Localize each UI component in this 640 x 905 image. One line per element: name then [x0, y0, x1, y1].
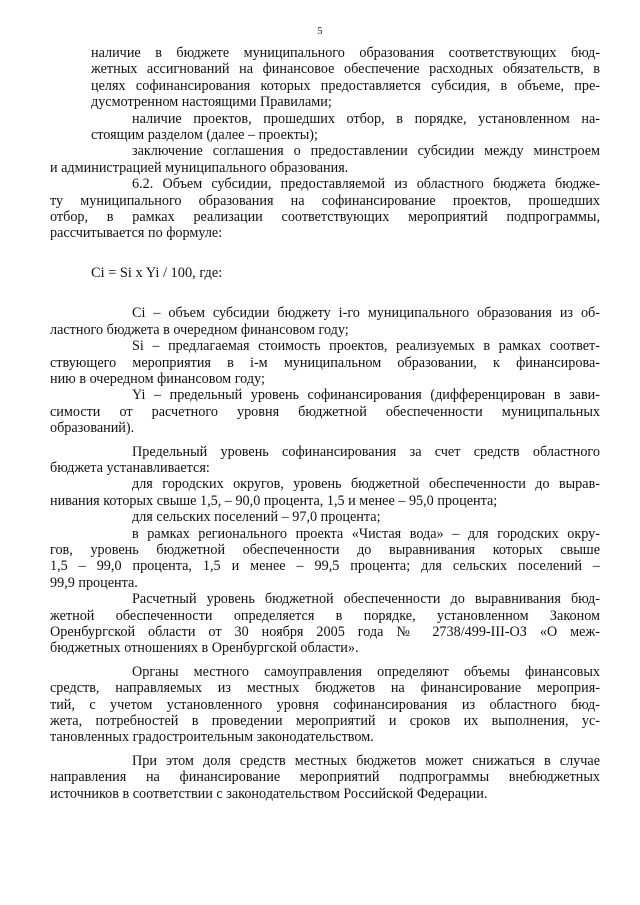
- paragraph-rural-settlements: [91, 509, 600, 525]
- text-line: в рамках регионального проекта «Чистая вода» – для городских окру-: [132, 525, 600, 542]
- text-line: рассчитывается по формуле:: [50, 225, 223, 242]
- paragraph-budget-availability: [91, 45, 600, 111]
- text-line: наличие в бюджете муниципального образования соответствующих бюд-: [91, 45, 600, 61]
- page-number: 5: [317, 26, 323, 37]
- paragraph-cofinancing-level: [50, 443, 600, 477]
- text-line: ластного бюджета в очередном финансовом году;: [50, 321, 349, 338]
- paragraph-clean-water-project: [50, 525, 600, 592]
- text-line: Предельный уровень софинансирования за счет средств областного: [132, 443, 600, 460]
- text-line: стоящим разделом (далее – проекты);: [91, 127, 318, 144]
- paragraph-yi-definition: [50, 387, 600, 437]
- text-line: и администрацией муниципального образования.: [50, 159, 349, 176]
- text-line: средств, направляемых из местных бюджетов на финансирование мероприя-: [50, 680, 600, 697]
- text-line: ствующего мероприятия в i-м муниципальном образовании, к финансирова-: [50, 354, 600, 371]
- text-line: для сельских поселений – 97,0 процента;: [132, 509, 381, 526]
- text-line: направления на финансирование мероприятий подпрограммы внебюджетных: [50, 769, 600, 786]
- paragraph-6-2: [50, 176, 600, 242]
- text-line: нию в очередном финансовом году;: [50, 370, 265, 387]
- text-line: 1,5 – 99,0 процента, 1,5 и менее – 99,5 процента; для сельских поселений –: [50, 558, 600, 575]
- text-line: симости от расчетного уровня бюджетной обеспеченности муниципальных: [50, 403, 600, 420]
- document-body: [50, 45, 600, 802]
- text-line: Ci – объем субсидии бюджету i-го муниципального образования из об-: [132, 305, 600, 322]
- text-line: источников в соответствии с законодательством Российской Федерации.: [50, 785, 488, 802]
- text-line: жетных ассигнований на финансовое обеспечение расходных обязательств, в: [91, 61, 600, 78]
- text-line: для городских округов, уровень бюджетной обеспеченности до вырав-: [132, 476, 600, 493]
- text-line: образований).: [50, 420, 135, 437]
- paragraph-local-authorities: [50, 663, 600, 746]
- text-line: заключение соглашения о предоставлении субсидии между минстроем: [132, 143, 600, 160]
- text-line: жетной обеспеченности определяется в порядке, установленном Законом: [50, 607, 600, 624]
- text-line: тановленных градостроительным законодательством.: [50, 729, 374, 746]
- paragraph-ci-definition: [50, 305, 600, 338]
- paragraph-agreement: [50, 143, 600, 176]
- text-line: целях софинансирования которых предоставляется субсидия, в объеме, пре-: [91, 77, 600, 94]
- text-line: 99,9 процента.: [50, 574, 138, 591]
- text-line: Органы местного самоуправления определяют объемы финансовых: [132, 663, 600, 680]
- text-line: Расчетный уровень бюджетной обеспеченности до выравнивания бюд-: [132, 591, 600, 608]
- text-line: Yi – предельный уровень софинансирования (дифференцирован в зави-: [132, 387, 600, 404]
- paragraph-local-budget-share: [50, 752, 600, 802]
- text-line: отбор, в рамках реализации соответствующих мероприятий подпрограммы,: [50, 209, 600, 226]
- text-line: нивания которых свыше 1,5, – 90,0 процента, 1,5 и менее – 95,0 процента;: [50, 492, 498, 509]
- paragraph-calculated-level: [50, 591, 600, 657]
- paragraph-urban-districts: [50, 476, 600, 509]
- text-line: Si – предлагаемая стоимость проектов, реализуемых в рамках соответ-: [132, 338, 600, 355]
- text-line: тий, с учетом установленного уровня софинансирования из областного бюд-: [50, 696, 600, 713]
- text-line: ту муниципального образования на софинансирование проектов, прошедших: [50, 192, 600, 209]
- text-line: Оренбургской области от 30 ноября 2005 года № 2738/499-III-ОЗ «О меж-: [50, 624, 600, 640]
- text-line: При этом доля средств местных бюджетов может снижаться в случае: [132, 752, 600, 769]
- paragraph-si-definition: [50, 338, 600, 387]
- text-line: гов, уровень бюджетной обеспеченности до выравнивания которых свыше: [50, 541, 600, 558]
- paragraph-projects-selected: [91, 111, 600, 144]
- text-line: 6.2. Объем субсидии, предоставляемой из областного бюджета бюдже-: [132, 176, 600, 193]
- text-line: бюджета устанавливается:: [50, 459, 210, 476]
- text-line: дусмотренном настоящими Правилами;: [91, 94, 332, 111]
- text-line: бюджетных отношениях в Оренбургской области».: [50, 640, 359, 657]
- text-line: жета, потребностей в проведении мероприятий и сроков их выполнения, ус-: [50, 713, 600, 730]
- formula: Ci = Si x Yi / 100, где:: [91, 264, 223, 281]
- text-line: наличие проектов, прошедших отбор, в порядке, установленном на-: [132, 110, 600, 127]
